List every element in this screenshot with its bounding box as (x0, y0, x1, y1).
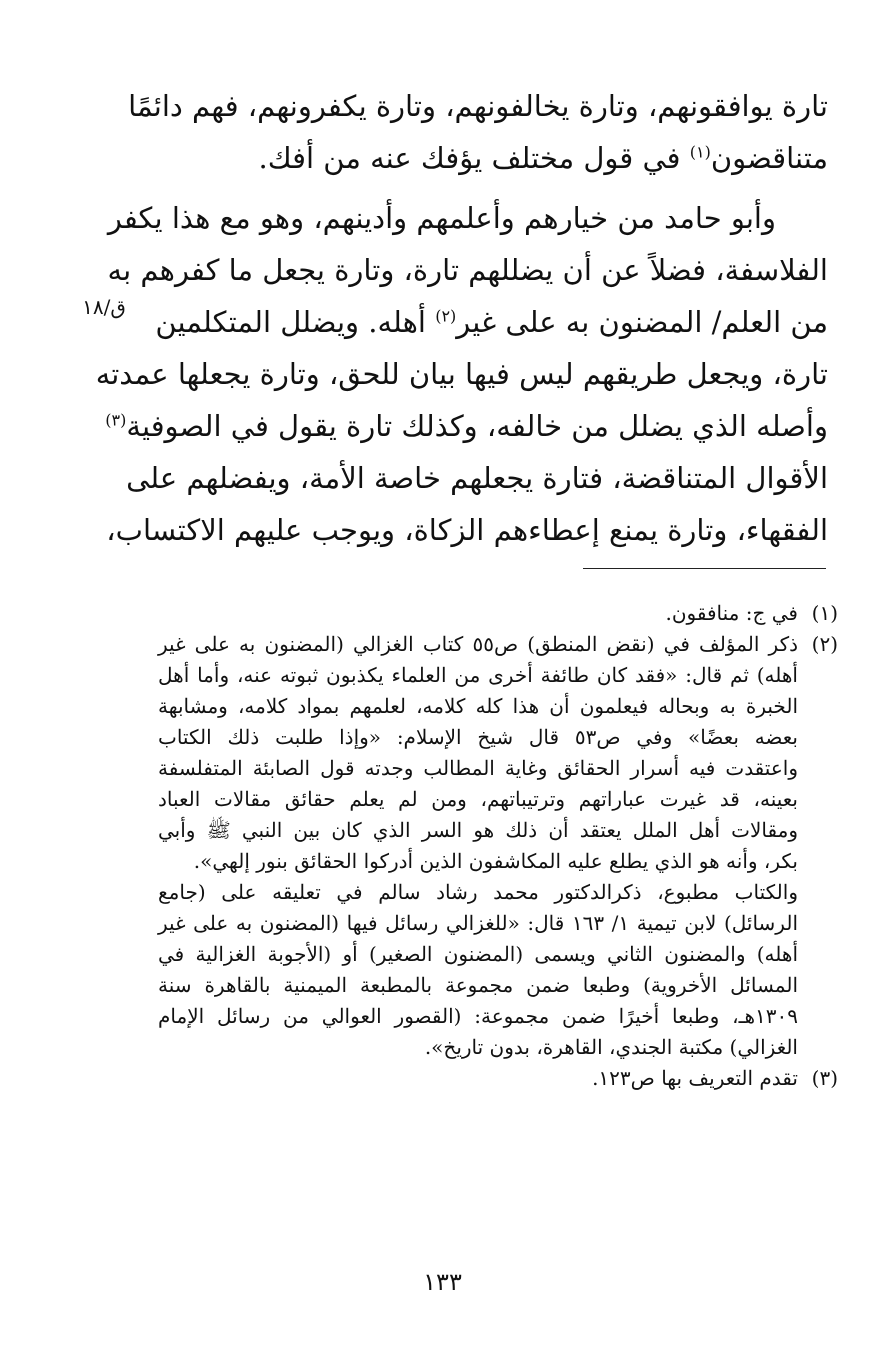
footnote-line: بعينه، قد غيرت عباراتهم وترتيباتهم، ومن لم يعلم حقائق مقالات العباد (158, 787, 798, 811)
footnote-body (158, 598, 798, 629)
main-line-1: تارة يوافقونهم، وتارة يخالفونهم، وتارة يكفرونهم، فهم دائمًا (128, 89, 828, 123)
footnote-line: تقدم التعريف بها ص١٢٣. (592, 1066, 798, 1090)
main-line-9: الفقهاء، وتارة يمنع إعطاءهم الزكاة، ويوجب عليهم الاكتساب، (106, 513, 828, 547)
footnote-body (158, 629, 798, 1063)
footnote-number: (٢) (811, 632, 838, 656)
main-line-5-start: من العلم/ المضنون به على غير (456, 305, 828, 339)
footnotes (158, 598, 838, 1094)
footnote-1 (158, 598, 838, 629)
footnote-line: أهله) ثم قال: «فقد كان طائفة أخرى من العلماء يكذبون ثبوته عنه، وأما أهل (158, 663, 798, 687)
footnote-3 (158, 1063, 838, 1094)
main-line-6: تارة، ويجعل طريقهم ليس فيها بيان للحق، وتارة يجعلها عمدته (95, 357, 828, 391)
footnote-line: ومقالات أهل الملل يعتقد أن ذلك هو السر الذي كان بين النبي ﷺ وأبي (158, 818, 798, 842)
main-line-2-start: متناقضون (710, 141, 828, 175)
main-line-8: الأقوال المتناقضة، فتارة يجعلهم خاصة الأمة، ويفضلهم على (126, 461, 828, 495)
footnote-line: الرسائل) لابن تيمية ١/ ١٦٣ قال: «للغزالي رسائل فيها (المضنون به على غير (158, 911, 798, 935)
main-line-3: وأبو حامد من خيارهم وأعلمهم وأدينهم، وهو مع هذا يكفر (107, 201, 776, 235)
footnote-line: واعتقدت فيه أسرار الحقائق وغاية المطالب وجدته قول الصابئة المتفلسفة (158, 756, 798, 780)
main-line-7-text: وأصله الذي يضلل من خالفه، وكذلك تارة يقول في الصوفية (126, 409, 828, 443)
footnote-number: (٣) (811, 1066, 838, 1090)
footnote-line: بكر، وأنه هو الذي يطلع عليه المكاشفون الذين أدركوا الحقائق بنور إلهي». (193, 849, 798, 873)
main-line-5-end: أهله. ويضلل المتكلمين (155, 305, 426, 339)
footnote-line: أهله) والمضنون الثاني ويسمى (المضنون الصغير) أو (الأجوبة الغزالية في (158, 942, 798, 966)
manuscript-folio-marker: ق/١٨ (82, 295, 126, 319)
footnote-ref-3: (٣) (105, 410, 127, 430)
main-line-2 (158, 132, 828, 184)
footnote-line: ١٣٠٩هـ، وطبعا أخيرًا ضمن مجموعة: (القصور العوالي من رسائل الإمام (158, 1004, 798, 1028)
footnote-ref-1: (١) (689, 142, 711, 162)
page-number: ١٣٣ (423, 1268, 462, 1296)
footnote-line: المسائل الأخروية) وطبعا ضمن مجموعة بالمطبعة الميمنية بالقاهرة سنة (158, 973, 798, 997)
footnote-line: والكتاب مطبوع، ذكرالدكتور محمد رشاد سالم في تعليقه على (جامع (158, 880, 798, 904)
footnote-line: الغزالي) مكتبة الجندي، القاهرة، بدون تاريخ». (424, 1035, 798, 1059)
footnote-ref-2: (٢) (435, 306, 457, 326)
paragraph-gap (158, 184, 828, 192)
footnote-number: (١) (811, 601, 838, 625)
main-line-4: الفلاسفة، فضلاً عن أن يضللهم تارة، وتارة يجعل ما كفرهم به (107, 253, 828, 287)
footnote-line: في ج: منافقون. (665, 601, 798, 625)
footnote-line: الخبرة به وبحاله فيعلمون أن هذا كله كلامه، لعلمهم بمواد كلامه، ومشابهة (158, 694, 798, 718)
main-line-2-end: في قول مختلف يؤفك عنه من أفك. (258, 141, 681, 175)
footnote-body (158, 1063, 798, 1094)
footnote-2 (158, 629, 838, 1063)
main-line-7 (105, 400, 828, 452)
main-line-5 (155, 296, 828, 348)
footnote-separator (583, 568, 826, 569)
footnote-line: بعضه بعضًا» وفي ص٥٣ قال شيخ الإسلام: «وإذا طلبت ذلك الكتاب (158, 725, 798, 749)
footnote-line: ذكر المؤلف في (نقض المنطق) ص٥٥ كتاب الغزالي (المضنون به على غير (158, 632, 798, 656)
